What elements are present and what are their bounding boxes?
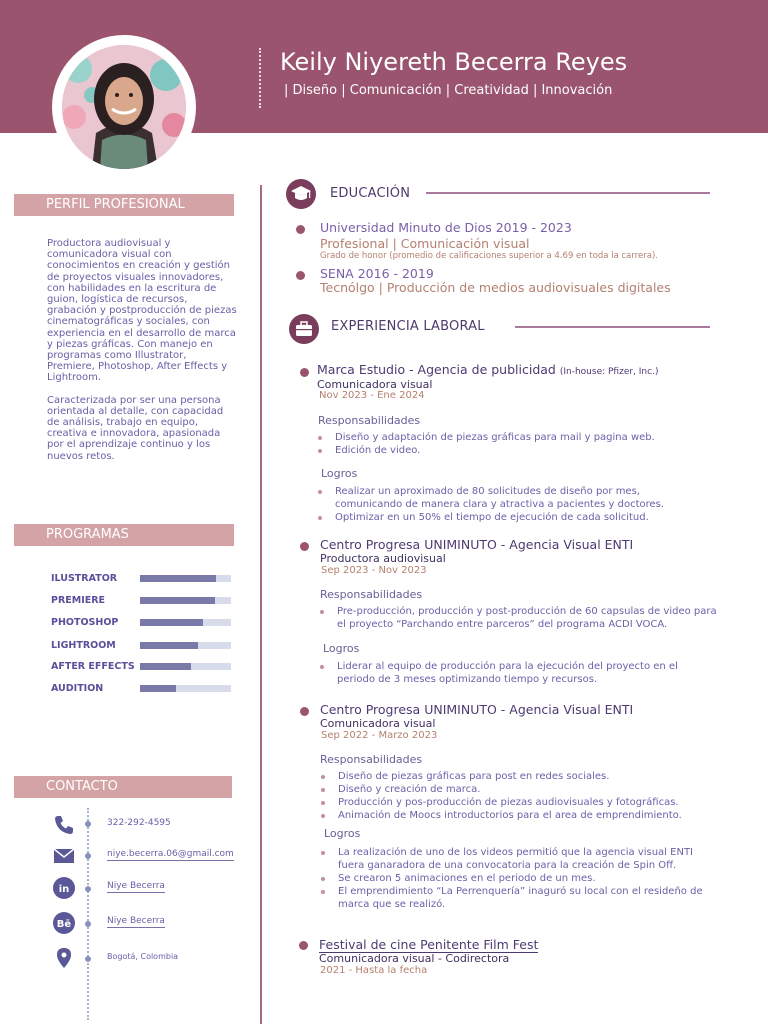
list-item xyxy=(321,796,741,809)
list-item-text: Optimizar en un 50% el tiempo de ejecución de cada solicitud. xyxy=(335,512,649,523)
person-tagline: | Diseño | Comunicación | Creatividad | Innovación xyxy=(284,83,613,98)
experience-title-rule xyxy=(515,326,710,328)
list-item-text: El emprendimiento “La Perrenquería” inaguró su local con el resideño de marca que se realizó. xyxy=(338,886,703,910)
program-level-fill xyxy=(140,642,198,649)
graduation-cap-icon xyxy=(286,179,316,209)
person-name: Keily Niyereth Becerra Reyes xyxy=(280,48,628,76)
job-dates: Sep 2022 - Marzo 2023 xyxy=(321,730,438,741)
profile-photo xyxy=(62,45,186,169)
program-label: PREMIERE xyxy=(51,595,106,606)
education-institution: Universidad Minuto de Dios 2019 - 2023 xyxy=(320,220,572,235)
contact-dot xyxy=(85,821,91,827)
responsibilities-list xyxy=(321,770,741,822)
svg-text:Bē: Bē xyxy=(56,919,72,930)
profile-paragraph-1: Productora audiovisual y comunicadora visual con conocimientos en creación y gestión de proyectos visuales innovadores, con habilidades en la escritura de guion, logística de recursos, grabación y postproducción de piezas cinematográficas y sociales, con experiencia en el desarrollo de marca y piezas gráficas. Con manejo en programas como Illustrator, Premiere, Photoshop, After Effects y Lightroom. xyxy=(47,238,237,384)
program-level-bar xyxy=(140,575,231,582)
briefcase-icon xyxy=(289,314,319,344)
svg-text:in: in xyxy=(58,884,70,895)
job-company-name: Marca Estudio - Agencia de publicidad xyxy=(317,362,556,377)
list-item-text: Realizar un aproximado de 80 solicitudes de diseño por mes, comunicando de manera clara y atractiva a pacientes y doctores. xyxy=(335,486,665,510)
achievements-list xyxy=(321,846,711,911)
list-item xyxy=(318,431,698,444)
job-role: Comunicadora visual xyxy=(317,378,433,391)
job-company-note: (In-house: Pfizer, Inc.) xyxy=(559,367,659,377)
program-label: LIGHTROOM xyxy=(51,640,116,651)
job-role: Comunicadora visual xyxy=(320,717,436,730)
job-company: Centro Progresa UNIMINUTO - Agencia Visual ENTI xyxy=(320,537,634,552)
list-item-text: Liderar al equipo de producción para la ejecución del proyecto en el periodo de 3 meses optimizando tiempo y recursos. xyxy=(337,661,678,685)
phone-icon xyxy=(52,813,76,837)
linkedin-icon[interactable] xyxy=(52,876,76,900)
timeline-dot xyxy=(300,542,309,551)
program-level-bar xyxy=(140,597,231,604)
list-item xyxy=(321,846,711,872)
job-role: Comunicadora visual - Codirectora xyxy=(319,952,510,965)
achievements-label: Logros xyxy=(323,642,360,655)
contact-section-heading: CONTACTO xyxy=(14,776,232,798)
program-level-fill xyxy=(140,597,215,604)
timeline-dot xyxy=(300,368,309,377)
responsibilities-list xyxy=(320,605,720,631)
contact-email-link[interactable]: niye.becerra.06@gmail.com xyxy=(107,849,234,859)
main-vertical-line xyxy=(260,185,262,1024)
list-item xyxy=(318,485,698,511)
education-title-rule xyxy=(426,192,710,194)
contact-dot xyxy=(85,886,91,892)
location-pin-icon xyxy=(52,946,76,970)
profile-text xyxy=(47,238,237,473)
contact-phone: 322-292-4595 xyxy=(107,818,171,828)
education-degree: Profesional | Comunicación visual xyxy=(320,236,530,251)
responsibilities-label: Responsabilidades xyxy=(318,414,421,427)
education-section-title: EDUCACIÓN xyxy=(330,186,411,201)
program-level-fill xyxy=(140,619,203,626)
list-item-text: Diseño de piezas gráficas para post en redes sociales. xyxy=(338,771,610,782)
program-label: PHOTOSHOP xyxy=(51,617,119,628)
achievements-label: Logros xyxy=(321,467,358,480)
timeline-dot xyxy=(296,225,305,234)
job-company xyxy=(317,362,658,377)
timeline-dot xyxy=(299,941,308,950)
program-level-bar xyxy=(140,685,231,692)
list-item-text: Producción y pos-producción de piezas audiovisuales y fotográficas. xyxy=(338,797,679,808)
list-item xyxy=(321,770,741,783)
header-divider xyxy=(259,48,261,108)
timeline-dot xyxy=(300,707,309,716)
list-item-text: Edición de video. xyxy=(335,445,421,456)
list-item xyxy=(321,872,711,885)
responsibilities-label: Responsabilidades xyxy=(320,753,423,766)
list-item xyxy=(318,444,698,457)
responsibilities-label: Responsabilidades xyxy=(320,588,423,601)
job-dates: 2021 - Hasta la fecha xyxy=(320,965,428,976)
profile-paragraph-2: Caracterizada por ser una persona orientada al detalle, con capacidad de análisis, trabajo en equipo, creativa e innovadora, apasionada por el aprendizaje continuo y los nuevos retos. xyxy=(47,394,224,462)
list-item xyxy=(321,809,741,822)
list-item-text: Animación de Moocs introductorios para el area de emprendimiento. xyxy=(338,810,682,821)
list-item xyxy=(320,660,710,686)
list-item xyxy=(318,511,698,524)
program-level-fill xyxy=(140,663,191,670)
achievements-list xyxy=(320,660,710,686)
program-level-bar xyxy=(140,663,231,670)
program-label: AFTER EFFECTS xyxy=(51,661,135,672)
list-item xyxy=(321,783,741,796)
job-dates: Sep 2023 - Nov 2023 xyxy=(321,565,427,576)
achievements-label: Logros xyxy=(324,827,361,840)
job-role: Productora audiovisual xyxy=(320,552,446,565)
achievements-list xyxy=(318,485,698,524)
profile-section-heading: PERFIL PROFESIONAL xyxy=(14,194,234,216)
job-company: Festival de cine Penitente Film Fest xyxy=(319,937,539,952)
profile-photo-illustration xyxy=(62,45,186,169)
contact-dot xyxy=(85,853,91,859)
list-item-text: Se crearon 5 animaciones en el periodo de un mes. xyxy=(338,873,596,884)
education-institution: SENA 2016 - 2019 xyxy=(320,266,434,281)
contact-dot xyxy=(85,921,91,927)
list-item xyxy=(321,885,711,911)
program-level-bar xyxy=(140,642,231,649)
contact-location: Bogotá, Colombia xyxy=(107,952,179,961)
job-company: Centro Progresa UNIMINUTO - Agencia Visual ENTI xyxy=(320,702,634,717)
list-item-text: La realización de uno de los videos permitió que la agencia visual ENTI fuera ganaradora de una convocatoria para la creación de Spin Off. xyxy=(338,847,693,871)
education-degree: Tecnólgo | Producción de medios audiovisuales digitales xyxy=(320,280,671,295)
behance-icon[interactable] xyxy=(52,911,76,935)
program-level-bar xyxy=(140,619,231,626)
mail-icon xyxy=(52,844,76,868)
job-dates: Nov 2023 - Ene 2024 xyxy=(319,390,425,401)
education-note: Grado de honor (promedio de calificaciones superior a 4.69 en toda la carrera). xyxy=(320,251,658,261)
contact-behance-link[interactable]: Niye Becerra xyxy=(107,916,165,926)
list-item xyxy=(320,605,720,631)
contact-dot xyxy=(85,956,91,962)
list-item-text: Pre-producción, producción y post-producción de 60 capsulas de video para el proyecto “Parchando entre parceros” del programa ACDI VOCA. xyxy=(337,606,717,630)
program-label: AUDITION xyxy=(51,683,104,694)
programs-section-heading: PROGRAMAS xyxy=(14,524,234,546)
program-label: ILUSTRATOR xyxy=(51,573,118,584)
program-level-fill xyxy=(140,575,216,582)
timeline-dot xyxy=(296,271,305,280)
responsibilities-list xyxy=(318,431,698,457)
contact-dotted-line xyxy=(87,808,89,1020)
contact-linkedin-link[interactable]: Niye Becerra xyxy=(107,881,165,891)
experience-section-title: EXPERIENCIA LABORAL xyxy=(331,319,485,334)
program-level-fill xyxy=(140,685,176,692)
list-item-text: Diseño y creación de marca. xyxy=(338,784,481,795)
list-item-text: Diseño y adaptación de piezas gráficas para mail y pagina web. xyxy=(335,432,655,443)
